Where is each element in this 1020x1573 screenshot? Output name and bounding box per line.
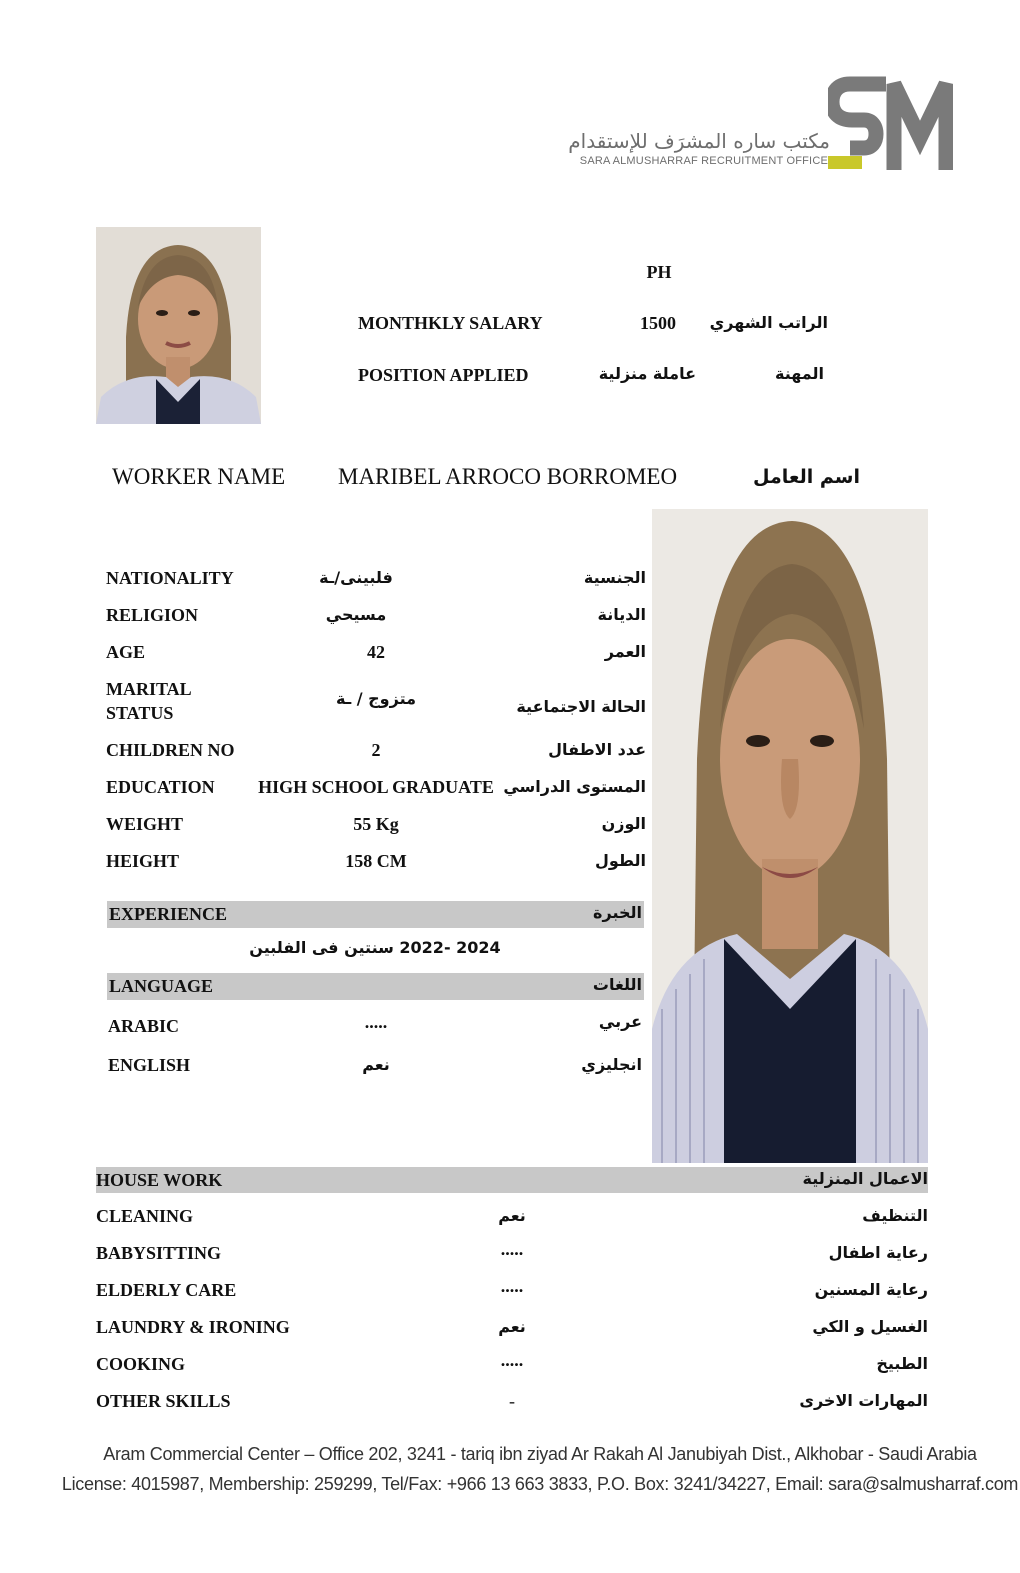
detail-row-height: [106, 851, 646, 875]
detail-value: 55 Kg: [353, 814, 399, 834]
language-level: نعم: [362, 1055, 390, 1074]
experience-value: 2024 -2022 سنتين فى الفلبين: [249, 938, 501, 957]
skill-level: .....: [500, 1276, 524, 1296]
skill-name-arabic: الغسيل و الكي: [812, 1317, 928, 1336]
company-logo: [568, 76, 960, 176]
salary-label-arabic: الراتب الشهري: [709, 313, 828, 332]
detail-value: فلبينى/ـة: [319, 568, 393, 587]
detail-label-arabic: الجنسية: [583, 568, 646, 587]
detail-value: 2: [371, 740, 381, 760]
detail-row-children: [106, 740, 646, 764]
worker-photo-small: [96, 227, 261, 424]
skill-level: نعم: [498, 1206, 526, 1225]
detail-label-arabic: الوزن: [601, 814, 646, 833]
footer-address: Aram Commercial Center – Office 202, 3241 - tariq ibn ziyad Ar Rakah Al Janubiyah Dist., Alkhobar - Saudi Arabia: [103, 1444, 977, 1464]
language-level: .....: [364, 1012, 388, 1032]
language-name-arabic: عربي: [598, 1012, 642, 1031]
language-label: LANGUAGE: [109, 976, 214, 996]
salary-value: 1500: [640, 313, 676, 333]
skill-level: .....: [500, 1350, 524, 1370]
detail-label: AGE: [106, 642, 146, 662]
logo-english-name: SARA ALMUSHARRAF RECRUITMENT OFFICE: [579, 155, 828, 167]
country-code: PH: [646, 262, 672, 282]
detail-label: NATIONALITY: [106, 568, 234, 588]
detail-label-arabic: العمر: [604, 642, 646, 661]
detail-label-arabic: الطول: [595, 851, 646, 870]
skill-name: LAUNDRY & IRONING: [96, 1317, 290, 1337]
detail-row-age: [106, 642, 646, 666]
detail-label: RELIGION: [106, 605, 199, 625]
experience-label-arabic: الخبرة: [593, 903, 642, 922]
worker-photo-large: [652, 509, 928, 1163]
position-value: عاملة منزلية: [598, 364, 696, 383]
position-label-arabic: المهنة: [774, 364, 824, 383]
footer-license: License: 4015987, Membership: 259299, Tel/Fax: +966 13 663 3833, P.O. Box: 3241/34227, Email: sara@salmusharraf.com: [61, 1474, 1019, 1494]
logo-sm-mark: [828, 76, 953, 172]
skill-name: COOKING: [96, 1354, 186, 1374]
detail-label: CHILDREN NO: [106, 740, 235, 760]
housework-row-cooking: [96, 1350, 928, 1378]
skill-name-arabic: رعاية المسنين: [814, 1280, 928, 1299]
language-label-arabic: اللغات: [592, 975, 642, 994]
housework-row-other-skills: [96, 1391, 928, 1415]
detail-label-arabic: الحالة الاجتماعية: [516, 697, 646, 716]
worker-name-value: MARIBEL ARROCO BORROMEO: [338, 464, 678, 489]
logo-arabic-name: مكتب ساره المشرَف للإستقدام: [568, 129, 830, 153]
position-label: POSITION APPLIED: [358, 365, 529, 385]
detail-label: HEIGHT: [106, 851, 180, 871]
experience-label: EXPERIENCE: [109, 904, 228, 924]
detail-row-marital-status: [106, 679, 646, 727]
language-name: ENGLISH: [108, 1055, 191, 1075]
housework-row-cleaning: [96, 1206, 928, 1230]
skill-name-arabic: التنظيف: [862, 1206, 928, 1225]
skill-name: ELDERLY CARE: [96, 1280, 237, 1300]
detail-label: EDUCATION: [106, 777, 215, 797]
skill-name: CLEANING: [96, 1206, 194, 1226]
detail-label-arabic: الديانة: [597, 605, 646, 624]
language-name: ARABIC: [108, 1016, 180, 1036]
detail-row-education: [106, 777, 646, 801]
housework-row-laundry: [96, 1317, 928, 1341]
skill-name: BABYSITTING: [96, 1243, 222, 1263]
skill-level: نعم: [498, 1317, 526, 1336]
worker-name-label-arabic: اسم العامل: [753, 466, 860, 488]
detail-label: WEIGHT: [106, 814, 184, 834]
detail-value: HIGH SCHOOL GRADUATE: [258, 777, 494, 797]
housework-row-babysitting: [96, 1239, 928, 1267]
language-row-arabic: [108, 1012, 644, 1040]
detail-label-arabic: المستوى الدراسي: [503, 777, 646, 796]
housework-list: [96, 1206, 928, 1416]
detail-row-weight: [106, 814, 646, 838]
language-row-english: [108, 1055, 644, 1079]
skill-level: .....: [500, 1239, 524, 1259]
skill-level: -: [509, 1391, 515, 1411]
skill-name-arabic: رعاية اطفال: [828, 1243, 928, 1262]
detail-label-arabic: عدد الاطفال: [548, 740, 646, 759]
detail-value: مسيحي: [325, 605, 387, 624]
housework-label-arabic: الاعمال المنزلية: [802, 1169, 928, 1188]
language-name-arabic: انجليزي: [581, 1055, 642, 1074]
housework-label: HOUSE WORK: [96, 1170, 223, 1190]
skill-name: OTHER SKILLS: [96, 1391, 231, 1411]
skill-name-arabic: الطبيخ: [876, 1354, 928, 1373]
portrait-image-large: [652, 509, 928, 1163]
housework-row-elderly-care: [96, 1276, 928, 1304]
detail-row-religion: [106, 605, 646, 629]
detail-value: 42: [367, 642, 385, 662]
detail-value: متزوج / ـة: [335, 689, 417, 708]
detail-label: MARITAL: [106, 679, 192, 699]
detail-row-nationality: [106, 568, 646, 592]
worker-name-label: WORKER NAME: [112, 464, 286, 489]
detail-label-line2: STATUS: [106, 703, 174, 723]
skill-name-arabic: المهارات الاخرى: [799, 1391, 928, 1410]
salary-label: MONTHKLY SALARY: [358, 313, 543, 333]
portrait-image: [96, 227, 261, 424]
detail-value: 158 CM: [345, 851, 407, 871]
